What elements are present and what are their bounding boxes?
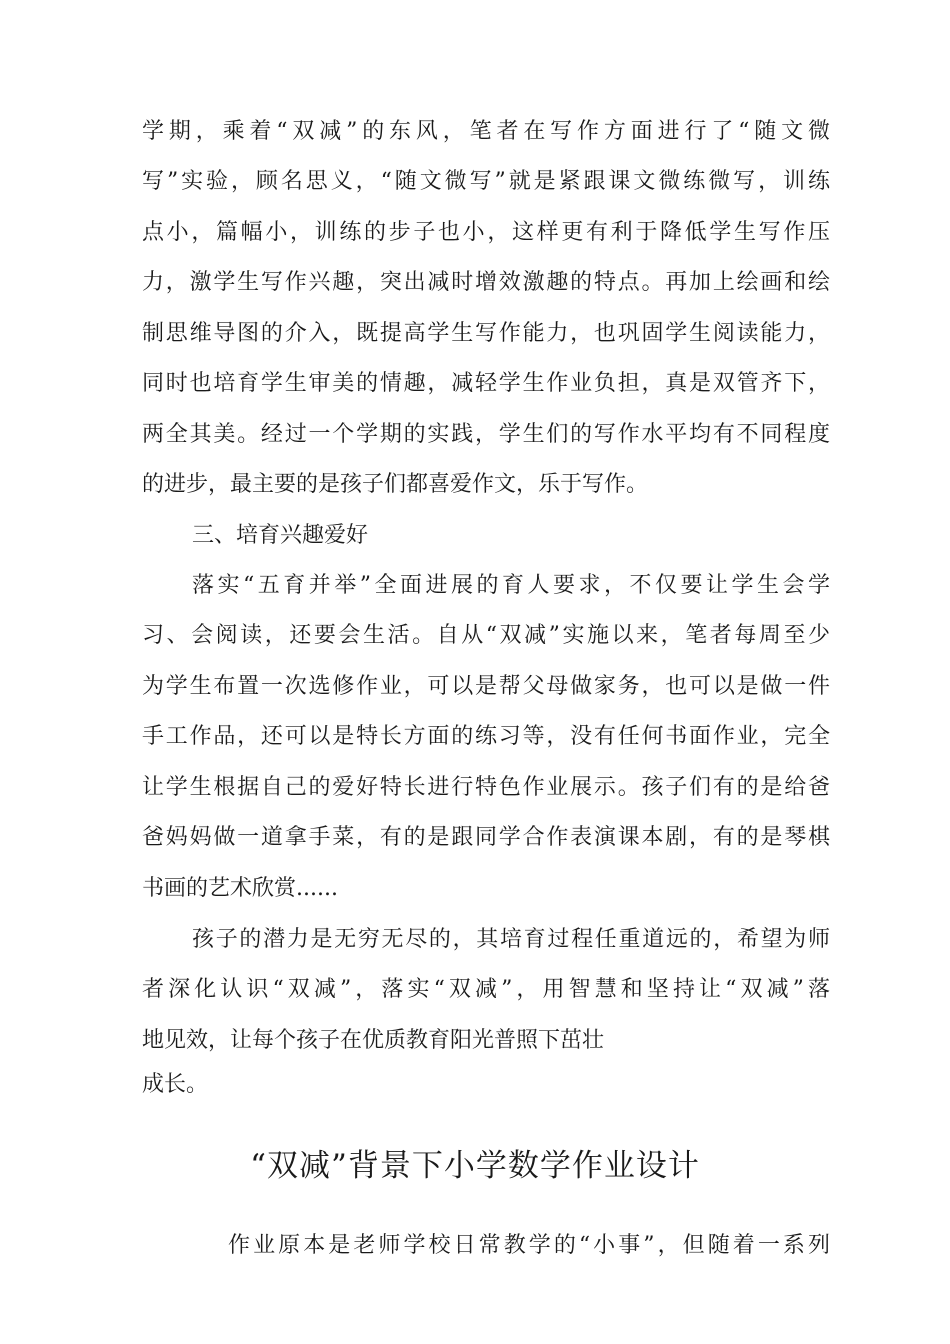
paragraph-line: 学期，乘着“双减”的东风，笔者在写作方面进行了“随文微 <box>142 119 830 144</box>
paragraph-line: 爸妈妈做一道拿手菜，有的是跟同学合作表演课本剧，有的是琴棋 <box>142 825 830 850</box>
paragraph-line: 书画的艺术欣赏...... <box>142 876 338 901</box>
paragraph-line: 手工作品，还可以是特长方面的练习等，没有任何书面作业，完全 <box>142 724 830 749</box>
article-intro-line: 作业原本是老师学校日常教学的“小事”，但随着一系列 <box>228 1233 830 1258</box>
paragraph-line: 力，激学生写作兴趣，突出减时增效激趣的特点。再加上绘画和绘 <box>142 270 830 295</box>
paragraph-line: 的进步，最主要的是孩子们都喜爱作文，乐于写作。 <box>142 472 649 497</box>
paragraph-line: 点小，篇幅小，训练的步子也小，这样更有利于降低学生写作压 <box>142 220 830 245</box>
paragraph-line: 为学生布置一次选修作业，可以是帮父母做家务，也可以是做一件 <box>142 674 830 699</box>
paragraph-line: 习、会阅读，还要会生活。自从“双减”实施以来，笔者每周至少 <box>142 623 830 648</box>
paragraph-line: 成长。 <box>142 1072 209 1097</box>
paragraph-line: 孩子的潜力是无穷无尽的，其培育过程任重道远的，希望为师 <box>192 927 830 952</box>
paragraph-line: 制思维导图的介入，既提高学生写作能力，也巩固学生阅读能力， <box>142 321 830 346</box>
paragraph-line: 让学生根据自己的爱好特长进行特色作业展示。孩子们有的是给爸 <box>142 775 830 800</box>
paragraph-line: 写”实验，顾名思义，“随文微写”就是紧跟课文微练微写，训练 <box>142 169 830 194</box>
article-title: “双减”背景下小学数学作业设计 <box>250 1148 700 1184</box>
section-heading: 三、培育兴趣爱好 <box>192 523 369 548</box>
paragraph-line: 者深化认识“双减”，落实“双减”，用智慧和坚持让“双减”落 <box>142 977 830 1002</box>
paragraph-line: 同时也培育学生审美的情趣，减轻学生作业负担，真是双管齐下， <box>142 371 830 396</box>
paragraph-line: 地见效，让每个孩子在优质教育阳光普照下茁壮 <box>142 1028 605 1053</box>
paragraph-line: 落实“五育并举”全面进展的育人要求，不仅要让学生会学 <box>192 573 830 598</box>
paragraph-line: 两全其美。经过一个学期的实践，学生们的写作水平均有不同程度 <box>142 422 830 447</box>
